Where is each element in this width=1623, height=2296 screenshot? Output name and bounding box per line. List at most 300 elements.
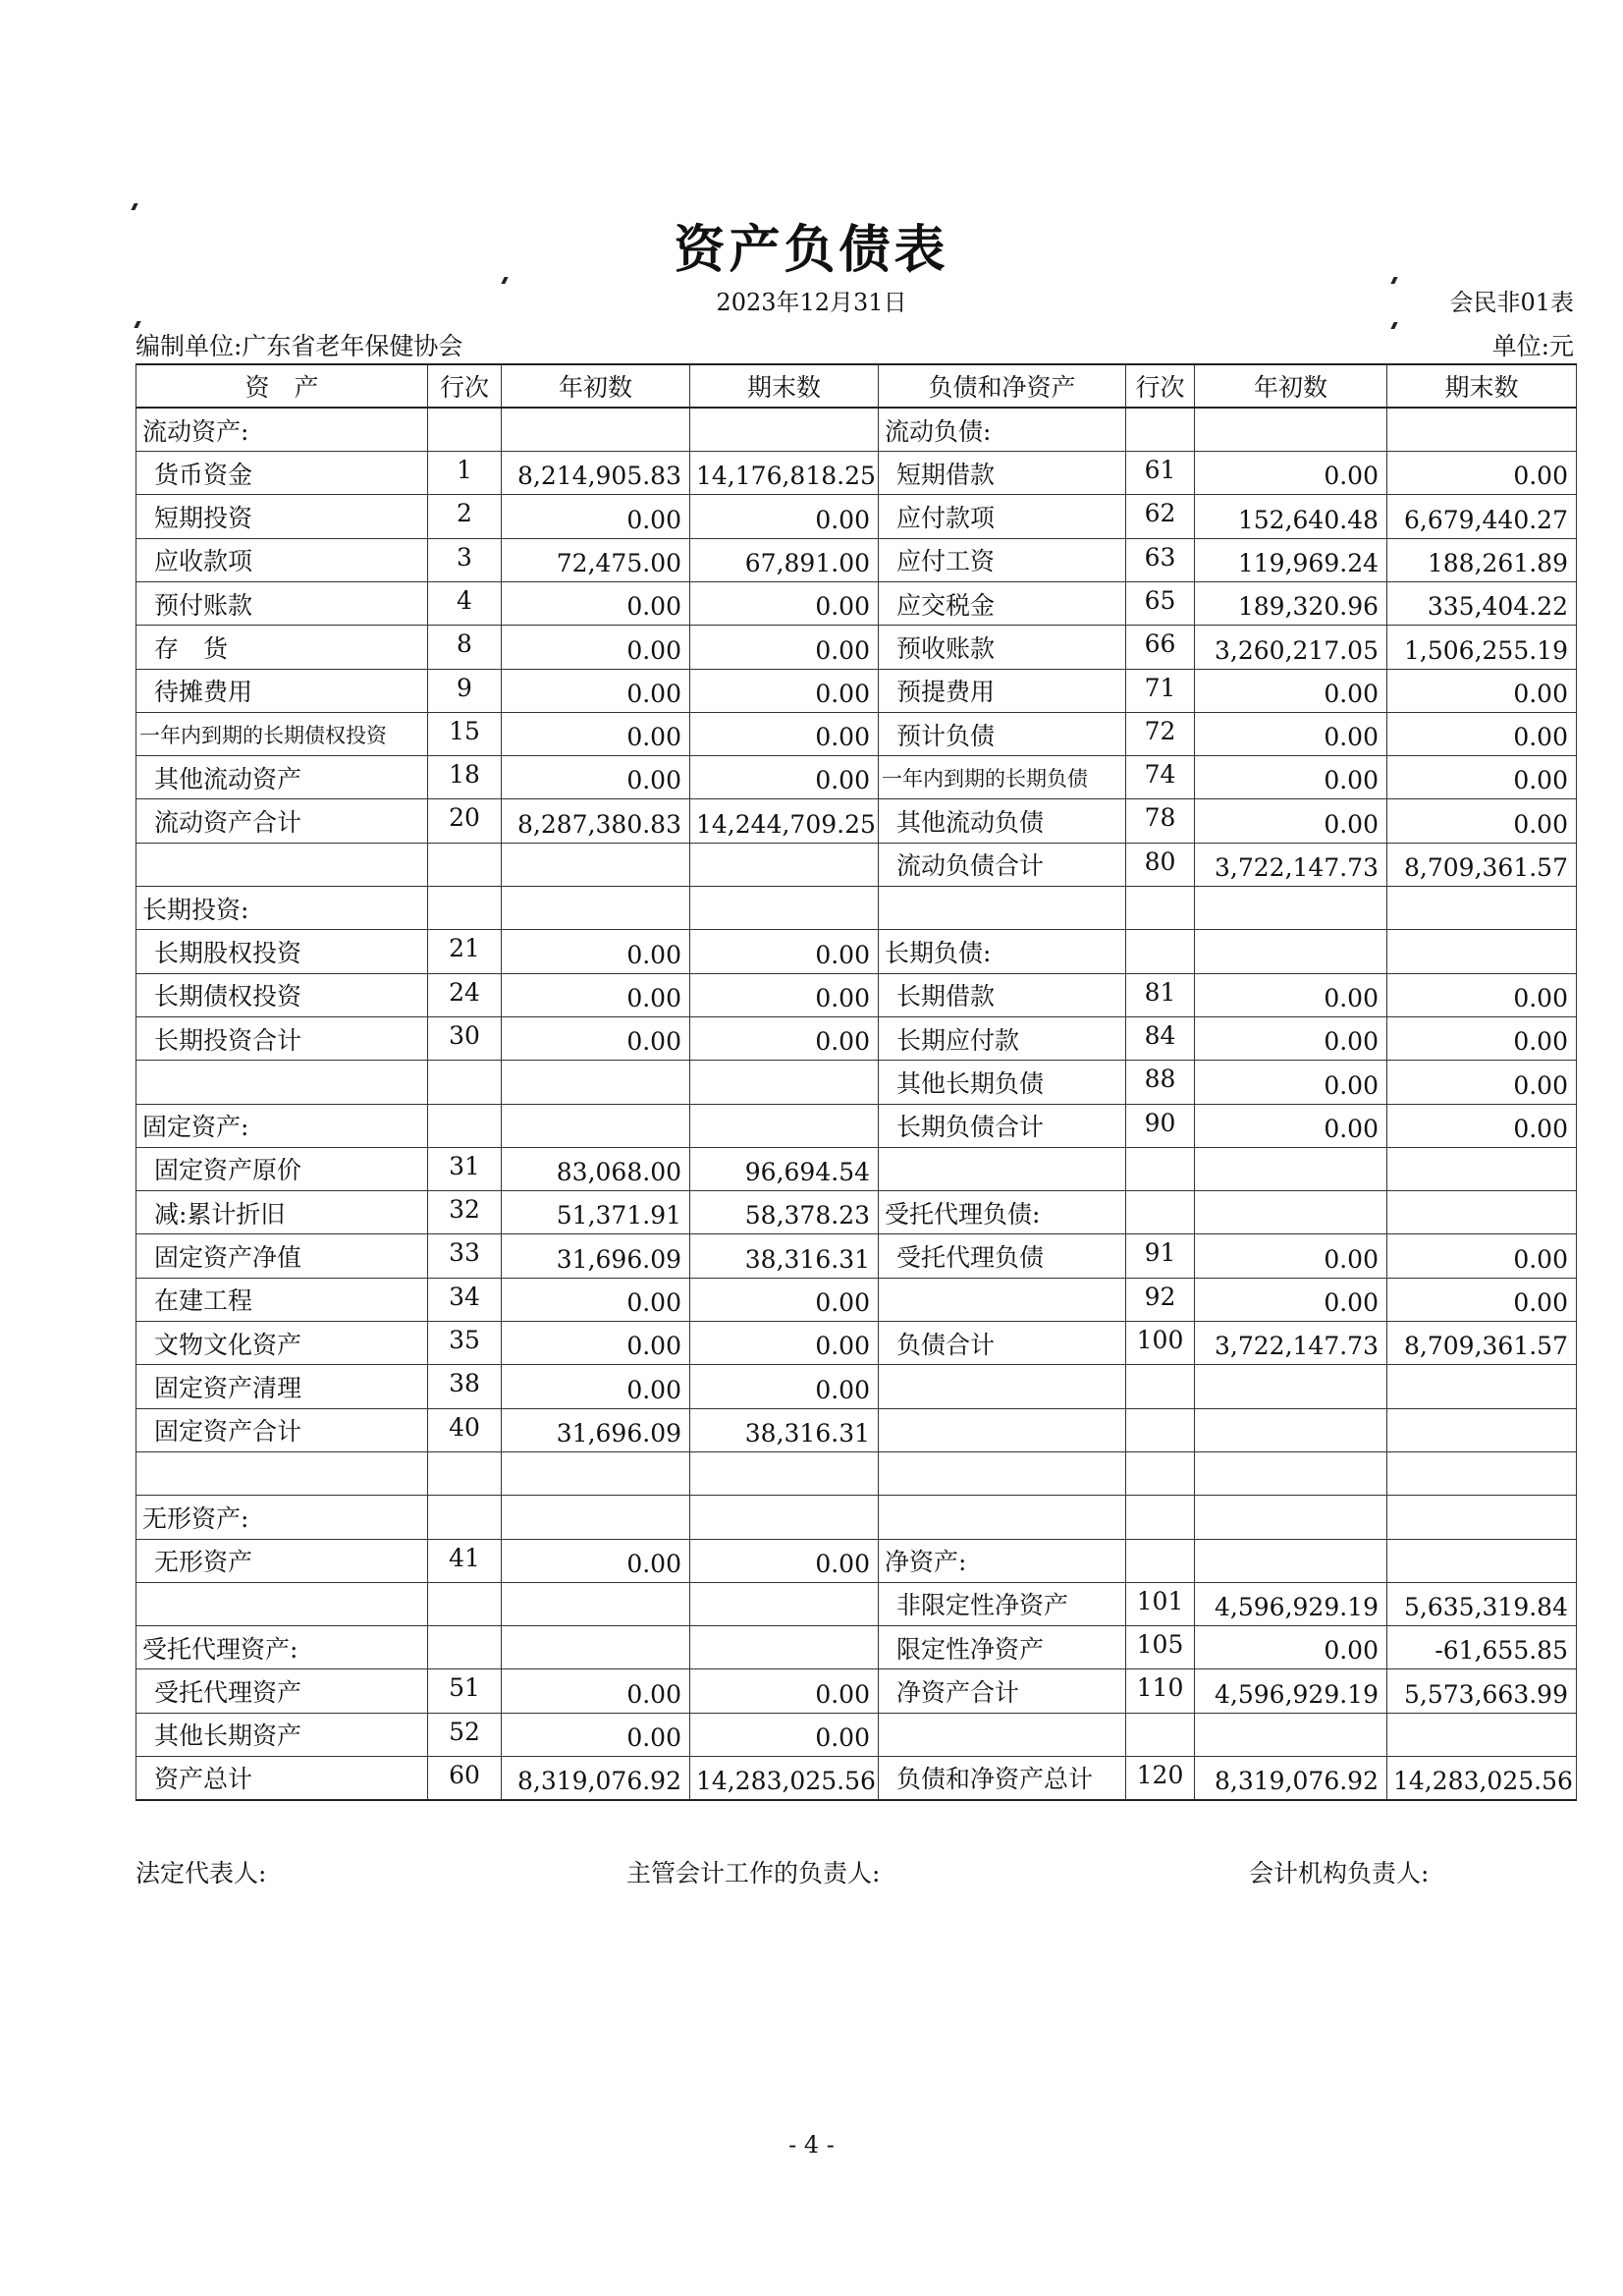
liability-line [1126,930,1195,973]
table-row [136,1713,1577,1756]
liability-line: 74 [1126,756,1195,799]
asset-line: 32 [428,1191,502,1234]
asset-closing: 14,244,709.25 [690,799,879,843]
asset-opening: 0.00 [502,712,690,755]
liability-opening: 0.00 [1195,669,1387,712]
form-code: 会民非01表 [1449,289,1574,316]
asset-line: 33 [428,1234,502,1278]
asset-closing [690,1451,879,1495]
asset-name: 固定资产清理 [136,1365,428,1408]
liability-name: 短期借款 [879,452,1126,495]
table-row [136,1234,1577,1278]
liability-opening: 0.00 [1195,1278,1387,1321]
liability-line: 92 [1126,1278,1195,1321]
asset-line: 2 [428,495,502,538]
liability-line: 63 [1126,538,1195,581]
asset-opening [502,887,690,930]
liability-line [1126,1713,1195,1756]
table-row [136,1496,1577,1539]
table-row [136,538,1577,581]
liability-closing: 335,404.22 [1387,581,1577,625]
asset-closing: 0.00 [690,973,879,1016]
asset-closing: 14,176,818.25 [690,452,879,495]
asset-closing: 0.00 [690,581,879,625]
liability-name: 预收账款 [879,626,1126,669]
header-closing: 期末数 [690,364,879,408]
liability-line: 101 [1126,1582,1195,1625]
balance-sheet-table [135,363,1577,1801]
asset-line: 1 [428,452,502,495]
asset-opening: 0.00 [502,626,690,669]
liability-opening: 4,596,929.19 [1195,1669,1387,1713]
liability-line: 66 [1126,626,1195,669]
asset-line: 24 [428,973,502,1016]
scan-mark [1390,322,1397,329]
liability-line: 61 [1126,452,1195,495]
asset-line: 9 [428,669,502,712]
liability-opening: 3,722,147.73 [1195,843,1387,886]
asset-name: 一年内到期的长期债权投资 [136,712,428,755]
table-body [136,408,1577,1800]
asset-line [428,1626,502,1669]
asset-line: 30 [428,1016,502,1060]
table-row [136,1016,1577,1060]
liability-name: 流动负债: [879,408,1126,451]
liability-name: 其他流动负债 [879,799,1126,843]
asset-line: 35 [428,1322,502,1365]
liability-name: 应付款项 [879,495,1126,538]
liability-opening [1195,1365,1387,1408]
liability-closing [1387,1408,1577,1451]
liability-opening: 3,722,147.73 [1195,1322,1387,1365]
header-assets: 资 产 [136,364,428,408]
table-row [136,973,1577,1016]
asset-line: 60 [428,1757,502,1800]
liability-closing: 0.00 [1387,1104,1577,1147]
liability-name: 负债和净资产总计 [879,1757,1126,1800]
liability-line [1126,1496,1195,1539]
table-row [136,495,1577,538]
liability-name [879,1278,1126,1321]
asset-line [428,1104,502,1147]
asset-name: 预付账款 [136,581,428,625]
liability-opening [1195,1713,1387,1756]
asset-line: 31 [428,1147,502,1190]
asset-line: 18 [428,756,502,799]
asset-closing: 0.00 [690,1322,879,1365]
asset-line [428,887,502,930]
liability-closing [1387,1539,1577,1582]
asset-name: 应收款项 [136,538,428,581]
asset-opening [502,1496,690,1539]
liability-opening: 0.00 [1195,973,1387,1016]
table-row [136,452,1577,495]
table-row [136,1104,1577,1147]
liability-opening [1195,1496,1387,1539]
table-row [136,1061,1577,1104]
liability-opening [1195,1451,1387,1495]
liability-closing: 0.00 [1387,799,1577,843]
asset-closing: 96,694.54 [690,1147,879,1190]
liability-closing: 8,709,361.57 [1387,1322,1577,1365]
liability-opening: 0.00 [1195,1104,1387,1147]
asset-opening: 83,068.00 [502,1147,690,1190]
liability-closing: 0.00 [1387,973,1577,1016]
liability-line [1126,887,1195,930]
liability-closing: 0.00 [1387,1278,1577,1321]
liability-closing: -61,655.85 [1387,1626,1577,1669]
asset-opening: 31,696.09 [502,1234,690,1278]
asset-name: 受托代理资产: [136,1626,428,1669]
asset-opening: 51,371.91 [502,1191,690,1234]
table-row [136,1451,1577,1495]
liability-opening: 0.00 [1195,799,1387,843]
asset-line [428,1061,502,1104]
asset-opening: 0.00 [502,1322,690,1365]
liability-name: 净资产: [879,1539,1126,1582]
asset-opening [502,1582,690,1625]
liability-closing: 0.00 [1387,1061,1577,1104]
liability-opening: 119,969.24 [1195,538,1387,581]
liability-closing [1387,930,1577,973]
liability-line [1126,1451,1195,1495]
asset-name: 待摊费用 [136,669,428,712]
liability-line: 71 [1126,669,1195,712]
liability-name: 长期负债合计 [879,1104,1126,1147]
asset-line: 20 [428,799,502,843]
asset-closing: 0.00 [690,712,879,755]
asset-line: 40 [428,1408,502,1451]
asset-closing: 38,316.31 [690,1234,879,1278]
asset-name [136,1582,428,1625]
liability-closing: 6,679,440.27 [1387,495,1577,538]
liability-name: 预计负债 [879,712,1126,755]
asset-closing [690,1104,879,1147]
organization-label: 编制单位:广东省老年保健协会 [135,332,463,360]
liability-line [1126,1365,1195,1408]
asset-opening: 8,319,076.92 [502,1757,690,1800]
header-line-no: 行次 [1126,364,1195,408]
asset-opening: 0.00 [502,756,690,799]
asset-closing: 0.00 [690,1713,879,1756]
asset-opening: 0.00 [502,669,690,712]
table-row [136,1408,1577,1451]
liability-name [879,1713,1126,1756]
liability-closing [1387,887,1577,930]
asset-opening: 0.00 [502,1365,690,1408]
header-closing: 期末数 [1387,364,1577,408]
asset-closing: 0.00 [690,1539,879,1582]
liability-line: 88 [1126,1061,1195,1104]
liability-opening: 4,596,929.19 [1195,1582,1387,1625]
liability-line [1126,1147,1195,1190]
liability-closing [1387,1496,1577,1539]
asset-opening: 0.00 [502,1016,690,1060]
asset-name: 受托代理资产 [136,1669,428,1713]
asset-closing: 0.00 [690,756,879,799]
liability-name: 长期应付款 [879,1016,1126,1060]
asset-line [428,1451,502,1495]
asset-closing: 0.00 [690,1669,879,1713]
asset-name: 货币资金 [136,452,428,495]
liability-name: 净资产合计 [879,1669,1126,1713]
asset-line: 8 [428,626,502,669]
liability-line: 78 [1126,799,1195,843]
liability-closing [1387,1713,1577,1756]
table-row [136,669,1577,712]
asset-opening: 8,214,905.83 [502,452,690,495]
liability-line [1126,1408,1195,1451]
asset-line [428,408,502,451]
liability-opening: 0.00 [1195,1234,1387,1278]
asset-name: 无形资产 [136,1539,428,1582]
asset-closing: 0.00 [690,1278,879,1321]
header-opening: 年初数 [502,364,690,408]
asset-name: 长期投资合计 [136,1016,428,1060]
liability-closing: 0.00 [1387,1234,1577,1278]
liability-closing: 8,709,361.57 [1387,843,1577,886]
asset-name: 在建工程 [136,1278,428,1321]
report-date: 2023年12月31日 [716,289,907,316]
table-row [136,843,1577,886]
asset-line: 51 [428,1669,502,1713]
asset-name: 存 货 [136,626,428,669]
asset-closing [690,1626,879,1669]
asset-closing [690,1061,879,1104]
table-row [136,581,1577,625]
asset-line [428,1582,502,1625]
liability-closing: 14,283,025.56 [1387,1757,1577,1800]
asset-opening: 0.00 [502,1669,690,1713]
asset-name [136,1061,428,1104]
liability-name: 应付工资 [879,538,1126,581]
asset-closing [690,1582,879,1625]
table-row [136,626,1577,669]
asset-opening: 0.00 [502,1278,690,1321]
asset-opening [502,408,690,451]
liability-line: 100 [1126,1322,1195,1365]
liability-name [879,1496,1126,1539]
asset-opening: 0.00 [502,973,690,1016]
asset-line: 15 [428,712,502,755]
liability-line: 72 [1126,712,1195,755]
liability-line: 80 [1126,843,1195,886]
liability-closing: 0.00 [1387,452,1577,495]
liability-name [879,1365,1126,1408]
asset-opening: 31,696.09 [502,1408,690,1451]
liability-line: 62 [1126,495,1195,538]
liability-opening: 0.00 [1195,712,1387,755]
table-row [136,1582,1577,1625]
table-row [136,756,1577,799]
liability-opening: 189,320.96 [1195,581,1387,625]
liability-closing: 1,506,255.19 [1387,626,1577,669]
asset-closing: 58,378.23 [690,1191,879,1234]
liability-closing: 0.00 [1387,712,1577,755]
asset-opening [502,843,690,886]
asset-closing: 0.00 [690,626,879,669]
asset-name: 固定资产合计 [136,1408,428,1451]
liability-opening: 152,640.48 [1195,495,1387,538]
liability-line: 81 [1126,973,1195,1016]
asset-closing [690,843,879,886]
asset-closing: 14,283,025.56 [690,1757,879,1800]
asset-line [428,1496,502,1539]
asset-closing [690,408,879,451]
liability-line [1126,1191,1195,1234]
liability-opening [1195,887,1387,930]
liability-opening: 0.00 [1195,1016,1387,1060]
liability-line [1126,1539,1195,1582]
asset-name: 长期投资: [136,887,428,930]
unit-label: 单位:元 [1491,332,1574,360]
asset-name: 无形资产: [136,1496,428,1539]
liability-line: 65 [1126,581,1195,625]
liability-opening: 3,260,217.05 [1195,626,1387,669]
asset-name: 减:累计折旧 [136,1191,428,1234]
header-opening: 年初数 [1195,364,1387,408]
liability-closing [1387,1451,1577,1495]
liability-opening [1195,1191,1387,1234]
liability-name: 长期借款 [879,973,1126,1016]
asset-name: 长期股权投资 [136,930,428,973]
liability-closing: 0.00 [1387,669,1577,712]
asset-closing: 0.00 [690,930,879,973]
asset-name: 长期债权投资 [136,973,428,1016]
table-row [136,1365,1577,1408]
asset-name [136,1451,428,1495]
liability-name: 长期负债: [879,930,1126,973]
asset-line: 34 [428,1278,502,1321]
asset-opening: 0.00 [502,1539,690,1582]
liability-line: 105 [1126,1626,1195,1669]
asset-closing: 0.00 [690,495,879,538]
liability-name: 预提费用 [879,669,1126,712]
liability-closing [1387,408,1577,451]
asset-line: 4 [428,581,502,625]
asset-opening: 72,475.00 [502,538,690,581]
liability-closing: 188,261.89 [1387,538,1577,581]
liability-name: 限定性净资产 [879,1626,1126,1669]
liability-name [879,1147,1126,1190]
asset-opening: 0.00 [502,495,690,538]
accounting-dept-head-label: 会计机构负责人: [1249,1859,1430,1887]
table-row [136,408,1577,451]
asset-closing [690,1496,879,1539]
page-title: 资产负债表 [674,220,949,280]
liability-closing: 0.00 [1387,1016,1577,1060]
asset-opening: 0.00 [502,1713,690,1756]
liability-opening [1195,930,1387,973]
asset-line: 41 [428,1539,502,1582]
asset-line: 52 [428,1713,502,1756]
liability-name: 应交税金 [879,581,1126,625]
table-row [136,1757,1577,1800]
liability-opening: 0.00 [1195,452,1387,495]
asset-name [136,843,428,886]
liability-opening: 0.00 [1195,756,1387,799]
liability-closing: 5,635,319.84 [1387,1582,1577,1625]
liability-line: 91 [1126,1234,1195,1278]
liability-name [879,1408,1126,1451]
asset-name: 流动资产合计 [136,799,428,843]
liability-line: 110 [1126,1669,1195,1713]
liability-name: 非限定性净资产 [879,1582,1126,1625]
liability-closing: 0.00 [1387,756,1577,799]
page-number: - 4 - [788,2131,835,2159]
liability-line: 120 [1126,1757,1195,1800]
asset-name: 其他流动资产 [136,756,428,799]
liability-opening: 0.00 [1195,1061,1387,1104]
legal-representative-label: 法定代表人: [135,1859,267,1887]
liability-name [879,887,1126,930]
header-line-no: 行次 [428,364,502,408]
liability-name: 受托代理负债: [879,1191,1126,1234]
table-row [136,1191,1577,1234]
liability-opening [1195,1539,1387,1582]
asset-opening: 8,287,380.83 [502,799,690,843]
liability-name: 负债合计 [879,1322,1126,1365]
table-row [136,930,1577,973]
asset-name: 流动资产: [136,408,428,451]
asset-closing: 38,316.31 [690,1408,879,1451]
table-row [136,1626,1577,1669]
liability-name: 流动负债合计 [879,843,1126,886]
asset-name: 固定资产原价 [136,1147,428,1190]
table-row [136,1669,1577,1713]
liability-closing [1387,1147,1577,1190]
asset-line: 21 [428,930,502,973]
asset-name: 资产总计 [136,1757,428,1800]
liability-name: 其他长期负债 [879,1061,1126,1104]
asset-line: 3 [428,538,502,581]
liability-name: 一年内到期的长期负债 [879,756,1126,799]
asset-opening [502,1626,690,1669]
asset-line: 38 [428,1365,502,1408]
asset-closing [690,887,879,930]
header-liabilities: 负债和净资产 [879,364,1126,408]
asset-opening: 0.00 [502,581,690,625]
asset-name: 短期投资 [136,495,428,538]
liability-closing [1387,1365,1577,1408]
asset-name: 文物文化资产 [136,1322,428,1365]
asset-name: 其他长期资产 [136,1713,428,1756]
liability-name [879,1451,1126,1495]
asset-opening [502,1104,690,1147]
liability-line: 90 [1126,1104,1195,1147]
asset-opening [502,1451,690,1495]
accounting-head-label: 主管会计工作的负责人: [626,1859,881,1887]
asset-line [428,843,502,886]
liability-closing: 5,573,663.99 [1387,1669,1577,1713]
table-row [136,1278,1577,1321]
liability-opening [1195,408,1387,451]
asset-closing: 0.00 [690,669,879,712]
table-row [136,1539,1577,1582]
liability-line: 84 [1126,1016,1195,1060]
asset-opening [502,1061,690,1104]
asset-opening: 0.00 [502,930,690,973]
asset-name: 固定资产净值 [136,1234,428,1278]
table-row [136,1322,1577,1365]
liability-opening: 0.00 [1195,1626,1387,1669]
table-row [136,887,1577,930]
table-row [136,712,1577,755]
liability-opening [1195,1147,1387,1190]
liability-opening: 8,319,076.92 [1195,1757,1387,1800]
liability-name: 受托代理负债 [879,1234,1126,1278]
asset-closing: 67,891.00 [690,538,879,581]
